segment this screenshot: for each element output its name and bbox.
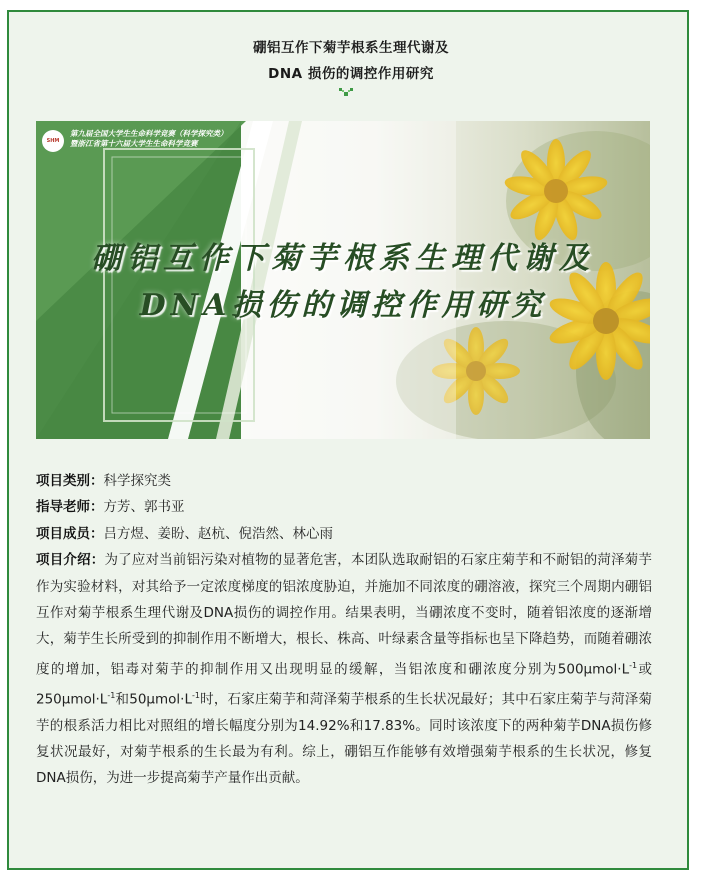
contest-line2: 暨浙江省第十六届大学生生命科学竞赛 — [70, 139, 198, 148]
contest-name — [70, 129, 228, 149]
unit-superscript-3: -1 — [191, 690, 200, 700]
members-row — [36, 521, 652, 547]
project-banner — [36, 121, 650, 439]
intro-text-part1: 为了应对当前铝污染对植物的显著危害，本团队选取耐铝的石家庄菊芋和不耐铝的菏泽菊芋作为实验材料，对其给予一定浓度梯度的铝浓度胁迫，并施加不同浓度的硼溶液，探究三个周期内硼铝互作对菊芋根系生理代谢及DNA损伤的调控作用。结果表明，当硼浓度不变时，随着铝浓度的逐渐增大，菊芋生长所受到的抑制作用不断增大，根长、株高、叶绿素含量等指标也呈下降趋势，而随着硼浓度的增加，铝毒对菊芋的抑制作用又出现明显的缓解，当铝浓度和硼浓度分别为500μmol·L — [36, 552, 653, 678]
intro-paragraph — [36, 547, 652, 792]
members-value: 吕方煜、姜盼、赵杭、倪浩然、林心雨 — [103, 525, 333, 542]
contest-line1: 第九届全国大学生生命科学竞赛（科学探究类） — [70, 129, 228, 138]
advisor-row — [36, 494, 652, 520]
page-title-line1: 硼铝互作下菊芋根系生理代谢及 — [253, 40, 449, 56]
banner-title-line2: DNA损伤的调控作用研究 — [139, 288, 547, 323]
category-row — [36, 468, 652, 494]
advisor-label: 指导老师： — [36, 499, 104, 516]
unit-superscript-1: -1 — [629, 660, 638, 670]
banner-title-line1: 硼铝互作下菊芋根系生理代谢及 — [91, 241, 595, 276]
intro-label: 项目介绍： — [36, 552, 105, 569]
intro-text-part4: 时，石家庄菊芋和菏泽菊芋根系的生长状况最好；其中石家庄菊芋与菏泽菊芋的根系活力相比对照组的增长幅度分别为14.92%和17.83%。同时该浓度下的两种菊芋DNA损伤修复状况最好，对菊芋根系的生长最为有利。综上，硼铝互作能够有效增强菊芋根系的生长状况，修复DNA损伤，为进一步提高菊芋产量作出贡献。 — [36, 691, 652, 787]
category-label: 项目类别： — [36, 473, 104, 489]
page-title-line2: DNA 损伤的调控作用研究 — [268, 66, 434, 82]
intro-text-part2: 或250μmol·L — [36, 661, 652, 708]
divider-ornament-icon — [339, 87, 353, 97]
members-label: 项目成员： — [36, 525, 104, 542]
project-info — [36, 468, 652, 792]
contest-logo-icon: SHM — [42, 130, 64, 152]
category-value: 科学探究类 — [103, 473, 171, 489]
intro-text-part3: 和50μmol·L — [115, 691, 192, 708]
unit-superscript-2: -1 — [107, 690, 116, 700]
advisor-value: 方芳、郭书亚 — [103, 499, 185, 516]
